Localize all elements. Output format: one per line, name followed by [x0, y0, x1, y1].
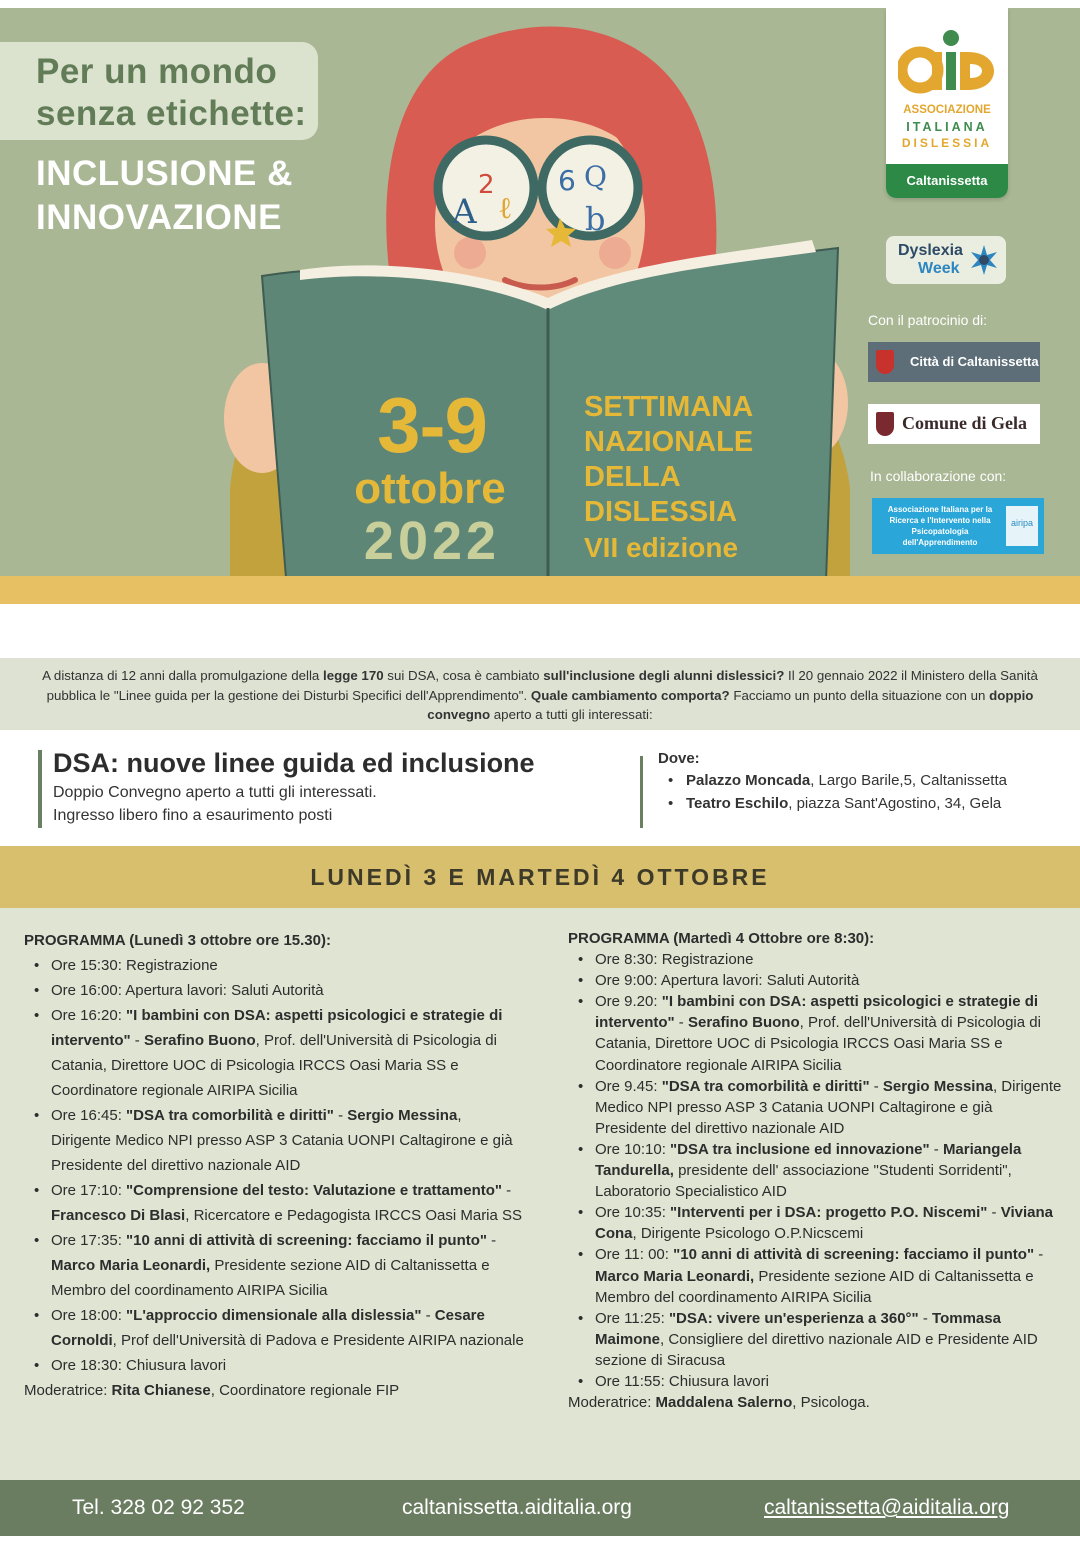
speaker-role: Presidente sezione AID di Caltanissetta e Membro del coordinamento AIRIPA Sicilia: [595, 1267, 1034, 1306]
airipa-mark: airipa: [1010, 518, 1033, 528]
week-title-line: SETTIMANA: [584, 391, 754, 423]
aid-logo-icon: [898, 22, 996, 102]
intro-bold: Quale cambiamento comporta?: [530, 687, 730, 703]
program-item: [24, 1103, 524, 1178]
separator: -: [421, 1307, 435, 1324]
coat-of-arms-icon: [876, 412, 894, 436]
separator: -: [1034, 1246, 1044, 1264]
intro-text: Facciamo un punto della situazione con un: [729, 687, 990, 703]
moderator-line: [568, 1392, 1062, 1413]
moderator-role: , Psicologa.: [792, 1394, 870, 1412]
week-title-line: DELLA: [584, 461, 681, 493]
event-subtitle: Doppio Convegno aperto a tutti gli interessati.: [53, 784, 377, 801]
program-list: [568, 949, 1062, 1392]
time-text: Ore 16:20:: [51, 1007, 127, 1024]
venue-item: [668, 770, 1078, 793]
svg-text:Q: Q: [584, 160, 607, 193]
speaker-role: , Ricercatore e Pedagogista IRCCS Oasi Maria SS: [185, 1207, 523, 1224]
speaker-role: , Consigliere del direttivo nazionale AID e Presidente AID sezione di Siracusa: [595, 1330, 1038, 1369]
speaker-name: Francesco Di Blasi: [51, 1207, 186, 1224]
time-text: Ore 11:25:: [595, 1309, 669, 1327]
headline-line-1: INCLUSIONE &: [36, 154, 293, 193]
speaker-name: Marco Maria Leonardi,: [595, 1267, 755, 1285]
starburst-icon: [968, 244, 1000, 276]
aid-name-line-1: ASSOCIAZIONE: [903, 104, 991, 116]
intro-text: sui DSA, cosa è cambiato: [383, 668, 544, 683]
moderator-label: Moderatrice:: [24, 1382, 112, 1399]
program-heading: PROGRAMMA (Lunedì 3 ottobre ore 15.30):: [24, 932, 331, 949]
program-item: [24, 978, 524, 1003]
separator: -: [918, 1309, 933, 1327]
event-title: DSA: nuove linee guida ed inclusione: [53, 748, 535, 778]
separator: -: [869, 1077, 883, 1095]
separator: -: [333, 1107, 348, 1124]
speaker-name: Serafino Buono: [687, 1014, 800, 1032]
speaker-role: , Dirigente Medico NPI presso ASP 3 Catania UONPI Caltagirone e già Presidente del direttivo nazionale AID: [51, 1107, 513, 1174]
divider: [38, 750, 42, 828]
time-text: Ore 9.45:: [595, 1077, 662, 1095]
program-monday: [24, 928, 524, 1403]
event-date-year: 2022: [363, 511, 501, 571]
days-banner: LUNEDÌ 3 E MARTEDÌ 4 OTTOBRE: [0, 846, 1080, 908]
speaker-role: , Dirigente Psicologo O.P.Nicscemi: [632, 1225, 864, 1243]
moderator-role: , Coordinatore regionale FIP: [210, 1382, 400, 1399]
hero-section: [0, 8, 1080, 666]
speaker-role: , Prof. dell'Università di Psicologia di Catania, Direttore UOC di Psicologia IRCCS Oasi Maria SS e Coordinatore regionale AIRIPA Sicilia: [51, 1032, 497, 1099]
bottom-margin: [0, 1536, 1080, 1544]
airipa-logo: [872, 498, 1044, 554]
program-tuesday: [568, 928, 1062, 1413]
talk-title: "Interventi per i DSA: progetto P.O. Niscemi": [670, 1204, 988, 1222]
time-text: Ore 8:30: Registrazione: [595, 951, 754, 969]
time-text: Ore 18:30: Chiusura lavori: [51, 1357, 227, 1374]
moderator-name: Maddalena Salerno: [655, 1394, 793, 1412]
venue-address: , Largo Barile,5, Caltanissetta: [810, 772, 1007, 789]
speaker-role: presidente dell' associazione "Studenti Sorridenti", Laboratorio Specialistico AID: [595, 1162, 1012, 1201]
talk-title: "L'approccio dimensionale alla dislessia": [126, 1307, 422, 1324]
program-item: [24, 1178, 524, 1228]
caltanissetta-logo: [868, 342, 1040, 382]
separator: -: [502, 1182, 512, 1199]
program-item: [568, 1076, 1062, 1139]
coat-of-arms-icon: [876, 350, 894, 374]
speaker-name: Sergio Messina: [882, 1077, 993, 1095]
airipa-book-icon: [1006, 506, 1038, 546]
aid-logo-card: [886, 8, 1008, 198]
talk-title: "Comprensione del testo: Valutazione e trattamento": [126, 1182, 502, 1199]
svg-text:ℓ: ℓ: [498, 191, 513, 226]
intro-paragraph: [0, 658, 1080, 730]
gela-logo: [868, 404, 1040, 444]
svg-text:A: A: [452, 192, 477, 232]
program-item: [568, 1244, 1062, 1307]
aid-city-label: Caltanissetta: [886, 164, 1008, 198]
time-text: Ore 15:30: Registrazione: [51, 957, 218, 974]
talk-title: "DSA tra inclusione ed innovazione": [670, 1140, 930, 1158]
time-text: Ore 16:45:: [51, 1107, 127, 1124]
time-text: Ore 10:35:: [595, 1204, 671, 1222]
program-item: [568, 991, 1062, 1075]
talk-title: "DSA tra comorbilità e diritti": [661, 1077, 870, 1095]
separator: -: [674, 1014, 688, 1032]
program-item: [568, 1308, 1062, 1371]
speaker-name: Serafino Buono: [143, 1032, 256, 1049]
patronage-label: Con il patrocinio di:: [868, 312, 988, 328]
aid-name-line-2: ITALIANA: [906, 120, 988, 134]
week-title-line: DISLESSIA: [584, 496, 738, 528]
talk-title: "DSA tra comorbilità e diritti": [126, 1107, 334, 1124]
program-section: [0, 908, 1080, 1480]
time-text: Ore 16:00: Apertura lavori: Saluti Autorità: [51, 982, 324, 999]
moderator-name: Rita Chianese: [111, 1382, 211, 1399]
separator: -: [130, 1032, 144, 1049]
tagline-line-2: senza etichette:: [36, 94, 307, 133]
intro-bold: legge 170: [323, 668, 384, 683]
svg-text:2: 2: [478, 170, 495, 200]
program-list: [24, 953, 524, 1378]
talk-title: "DSA: vivere un'esperienza a 360°": [668, 1309, 919, 1327]
where-label: Dove:: [658, 750, 700, 767]
program-item: [568, 970, 1062, 991]
talk-title: "I bambini con DSA: aspetti psicologici e strategie di intervento": [51, 1007, 503, 1049]
separator: -: [487, 1232, 497, 1249]
speaker-role: , Prof dell'Università di Padova e Presidente AIRIPA nazionale: [112, 1332, 524, 1349]
week-word: Week: [918, 260, 960, 277]
speaker-name: Cesare Cornoldi: [51, 1307, 485, 1349]
moderator-label: Moderatrice:: [568, 1394, 656, 1412]
week-title-line: NAZIONALE: [584, 426, 754, 458]
gela-label: Comune di Gela: [902, 413, 1028, 433]
moderator-line: [24, 1378, 524, 1403]
tagline-line-1: Per un mondo: [36, 52, 278, 91]
speaker-name: Viviana Cona: [595, 1204, 1053, 1243]
speaker-role: Presidente sezione AID di Caltanissetta e Membro del coordinamento AIRIPA Sicilia: [51, 1257, 490, 1299]
svg-text:6: 6: [558, 164, 576, 197]
speaker-role: , Prof. dell'Università di Psicologia di Catania, Direttore UOC di Psicologia IRCCS Oasi Maria SS e Coordinatore regionale AIRIPA Sicilia: [595, 1014, 1041, 1074]
intro-text: A distanza di 12 anni dalla promulgazione della: [42, 668, 323, 683]
venue-address: , piazza Sant'Agostino, 34, Gela: [788, 794, 1002, 812]
venue-name: Teatro Eschilo: [686, 794, 789, 812]
website-link[interactable]: caltanissetta.aiditalia.org: [402, 1496, 632, 1519]
airipa-description: Associazione Italiana per la Ricerca e l'Intervento nella Psicopatologia dell'Apprendimento: [887, 505, 993, 547]
collaboration-label: In collaborazione con:: [870, 468, 1007, 484]
program-item: [568, 1139, 1062, 1202]
program-item: [568, 949, 1062, 970]
week-edition: VII edizione: [584, 532, 739, 563]
phone-link[interactable]: Tel. 328 02 92 352: [72, 1496, 245, 1519]
week-title: [584, 390, 784, 530]
intro-bold: sull'inclusione degli alunni dislessici?: [543, 668, 785, 683]
event-date-month: ottobre: [354, 464, 506, 513]
time-text: Ore 9.20:: [595, 993, 662, 1011]
intro-text: Il 20 gennaio 2022 il Ministero della Sanità pubblica le "Linee guida per la gestione dei Disturbi Specifici dell'Apprendimento".: [46, 668, 1038, 703]
program-heading: PROGRAMMA (Martedì 4 Ottobre ore 8:30):: [568, 930, 875, 947]
speaker-name: Tommasa Maimone: [595, 1309, 1001, 1348]
divider: [640, 756, 643, 828]
hero-white-stripe: [0, 604, 1080, 666]
program-item: [24, 1003, 524, 1103]
time-text: Ore 17:35:: [51, 1232, 127, 1249]
venue-item: [668, 793, 1078, 816]
event-date-range: 3-9: [377, 381, 487, 469]
time-text: Ore 18:00:: [51, 1307, 127, 1324]
venue-name: Palazzo Moncada: [686, 772, 811, 789]
time-text: Ore 17:10:: [51, 1182, 127, 1199]
dyslexia-word: Dyslexia: [898, 242, 963, 259]
speaker-role: , Dirigente Medico NPI presso ASP 3 Catania UONPI Caltagirone e già Presidente del direttivo nazionale AID: [595, 1077, 1062, 1137]
time-text: Ore 11:55: Chiusura lavori: [595, 1372, 769, 1390]
headline-line-2: INNOVAZIONE: [36, 198, 282, 237]
program-item: [568, 1371, 1062, 1392]
dyslexia-week-logo: [886, 236, 1006, 284]
intro-bold: doppio convegno: [427, 687, 1034, 722]
separator: -: [987, 1204, 1001, 1222]
time-text: Ore 9:00: Apertura lavori: Saluti Autorità: [595, 972, 860, 990]
program-item: [24, 953, 524, 978]
program-item: [24, 1353, 524, 1378]
program-item: [24, 1228, 524, 1303]
event-subtitle: Ingresso libero fino a esaurimento posti: [53, 807, 333, 824]
speaker-name: Sergio Messina: [347, 1107, 458, 1124]
talk-title: "I bambini con DSA: aspetti psicologici e strategie di intervento": [595, 993, 1039, 1032]
separator: -: [929, 1140, 943, 1158]
talk-title: "10 anni di attività di screening: facciamo il punto": [673, 1246, 1035, 1264]
aid-name-line-3: DISLESSIA: [901, 136, 993, 150]
program-item: [568, 1202, 1062, 1244]
event-info: [0, 730, 1080, 846]
hero-yellow-stripe: [0, 576, 1080, 604]
intro-text: aperto a tutti gli interessati:: [490, 707, 653, 722]
caltanissetta-label: Città di Caltanissetta: [910, 354, 1039, 369]
svg-text:b: b: [585, 200, 606, 238]
talk-title: "10 anni di attività di screening: facciamo il punto": [126, 1232, 488, 1249]
speaker-name: Marco Maria Leonardi,: [51, 1257, 211, 1274]
venue-list: [668, 770, 1078, 815]
time-text: Ore 11: 00:: [595, 1246, 674, 1264]
footer: [0, 1480, 1080, 1536]
time-text: Ore 10:10:: [595, 1140, 671, 1158]
email-link[interactable]: caltanissetta@aiditalia.org: [764, 1496, 1010, 1519]
speaker-name: Mariangela Tandurella,: [595, 1140, 1022, 1180]
program-item: [24, 1303, 524, 1353]
